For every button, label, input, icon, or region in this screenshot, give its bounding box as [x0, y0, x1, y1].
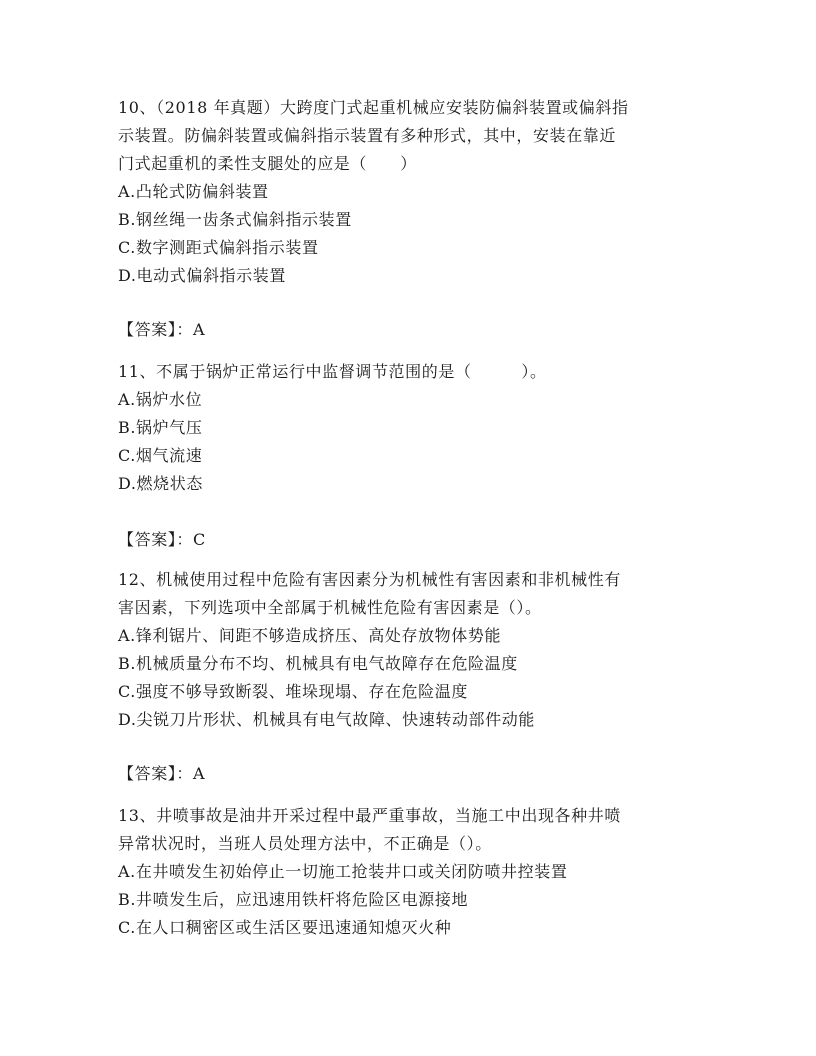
- question-stem-line: 10、（2018 年真题）大跨度门式起重机械应安装防偏斜装置或偏斜指: [118, 98, 629, 117]
- option-a: A.凸轮式防偏斜装置: [118, 182, 269, 201]
- answer-11: [118, 526, 708, 554]
- option-b: B.钢丝绳一齿条式偏斜指示装置: [118, 210, 352, 229]
- question-13: [118, 802, 708, 942]
- option-c: C.强度不够导致断裂、堆垛现塌、存在危险温度: [118, 682, 468, 701]
- question-10: [118, 94, 708, 290]
- option-d: D.燃烧状态: [118, 474, 203, 493]
- option-a: A.锅炉水位: [118, 390, 203, 409]
- option-d: D.电动式偏斜指示装置: [118, 266, 286, 285]
- question-stem-line: 示装置。防偏斜装置或偏斜指示装置有多种形式，其中，安装在靠近: [118, 126, 617, 145]
- answer-label: 【答案】：C: [118, 530, 206, 549]
- option-c: C.烟气流速: [118, 446, 203, 465]
- question-stem-line: 11、不属于锅炉正常运行中监督调节范围的是（ ）。: [118, 362, 547, 381]
- answer-label: 【答案】：A: [118, 764, 206, 783]
- answer-label: 【答案】：A: [118, 320, 206, 339]
- question-12: [118, 566, 708, 734]
- option-b: B.机械质量分布不均、机械具有电气故障存在危险温度: [118, 654, 518, 673]
- option-d: D.尖锐刀片形状、机械具有电气故障、快速转动部件动能: [118, 710, 535, 729]
- question-stem-line: 13、井喷事故是油井开采过程中最严重事故，当施工中出现各种井喷: [118, 806, 621, 825]
- question-stem-line: 门式起重机的柔性支腿处的应是（ ）: [118, 154, 417, 173]
- question-stem-line: 害因素，下列选项中全部属于机械性危险有害因素是（）。: [118, 598, 542, 617]
- question-stem-line: 异常状况时，当班人员处理方法中，不正确是（）。: [118, 834, 492, 853]
- option-b: B.井喷发生后，应迅速用铁杆将危险区电源接地: [118, 890, 469, 909]
- option-a: A.锋利锯片、间距不够造成挤压、高处存放物体势能: [118, 626, 502, 645]
- answer-12: [118, 760, 708, 788]
- answer-10: [118, 316, 708, 344]
- option-c: C.数字测距式偏斜指示装置: [118, 238, 319, 257]
- option-c: C.在人口稠密区或生活区要迅速通知熄灭火种: [118, 918, 452, 937]
- option-b: B.锅炉气压: [118, 418, 203, 437]
- option-a: A.在井喷发生初始停止一切施工抢装井口或关闭防喷井控装置: [118, 862, 568, 881]
- question-11: [118, 358, 708, 498]
- question-stem-line: 12、机械使用过程中危险有害因素分为机械性有害因素和非机械性有: [118, 570, 621, 589]
